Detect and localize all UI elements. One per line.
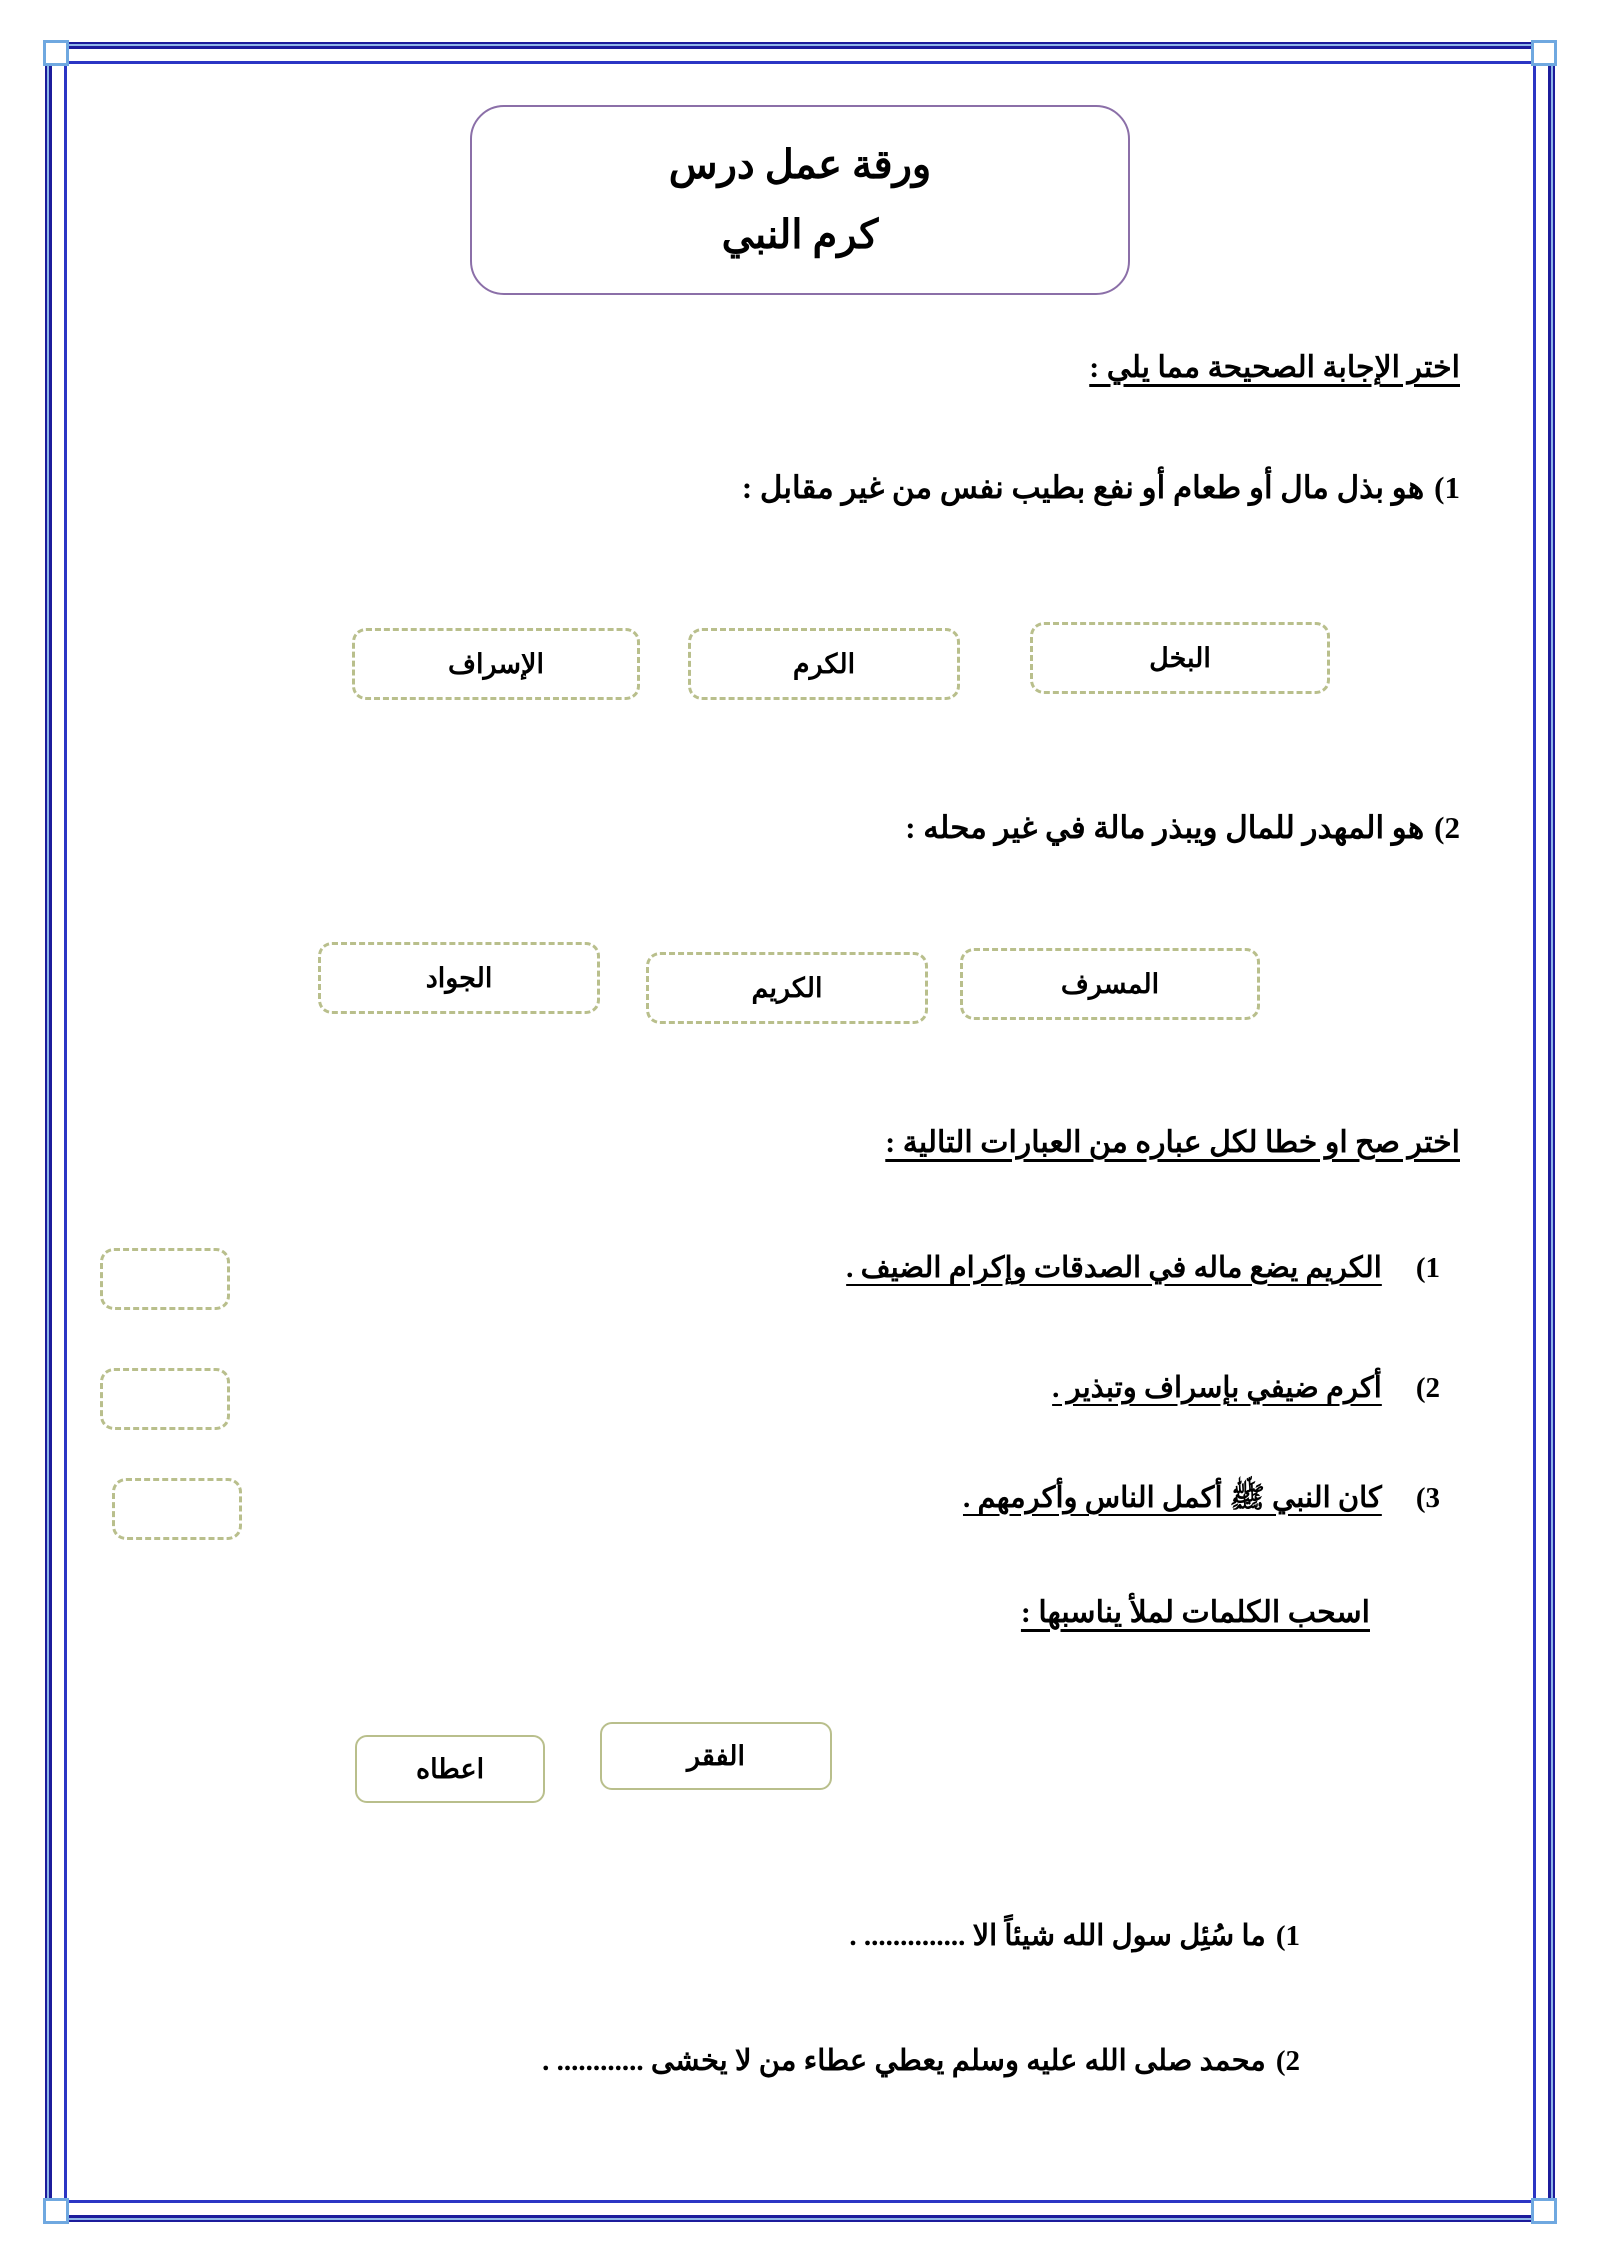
worksheet-title-card [470, 105, 1130, 295]
drag-section-heading: اسحب الكلمات لملأ يناسبها : [1020, 1596, 1370, 1629]
corner-accent-top-left [43, 40, 69, 66]
drag-sentence-1-number: 1) [1275, 1920, 1300, 1952]
drag-sentence-2-number: 2) [1275, 2045, 1300, 2077]
drag-sentence-1-text: ما سُئِل سول الله شيئاً الا .............. . [849, 1920, 1266, 1952]
mcq-q2-option-3-label: الجواد [425, 962, 493, 993]
truefalse-answer-slot-2[interactable] [100, 1368, 230, 1430]
corner-accent-top-right [1531, 40, 1557, 66]
truefalse-statement-3-number: 3) [1415, 1482, 1440, 1514]
corner-accent-bottom-left [43, 2198, 69, 2224]
truefalse-statement-1-number: 1) [1415, 1252, 1440, 1284]
mcq-question-1 [742, 470, 1460, 506]
mcq-question-2 [905, 810, 1460, 846]
mcq-q1-option-3-label: الإسراف [448, 648, 544, 679]
mcq-q2-option-3[interactable] [318, 942, 600, 1014]
drag-sentence-1 [849, 1918, 1300, 1953]
truefalse-statement-2-number: 2) [1415, 1372, 1440, 1404]
truefalse-statement-3 [963, 1480, 1440, 1522]
drag-sentence-2 [542, 2043, 1300, 2078]
mcq-question-2-number: 2) [1434, 810, 1460, 845]
drag-word-2-label: اعطاه [415, 1753, 485, 1784]
mcq-q2-option-2[interactable] [646, 952, 928, 1024]
mcq-q2-option-2-label: الكريم [751, 972, 823, 1003]
mcq-question-1-number: 1) [1434, 470, 1460, 505]
corner-accent-bottom-right [1531, 2198, 1557, 2224]
mcq-q1-option-1-label: البخل [1149, 642, 1211, 673]
worksheet-title-line-2: كرم النبي [721, 212, 879, 257]
mcq-section-heading: اختر الإجابة الصحيحة مما يلي : [1089, 351, 1460, 384]
drag-sentence-2-text: محمد صلى الله عليه وسلم يعطي عطاء من لا يخشى ............ . [542, 2045, 1266, 2077]
truefalse-statement-1-text: الكريم يضع ماله في الصدقات وإكرام الضيف . [846, 1252, 1382, 1284]
truefalse-section-heading: اختر صح او خطا لكل عباره من العبارات التالية : [885, 1126, 1460, 1159]
drag-word-1-label: الفقر [687, 1740, 745, 1771]
truefalse-answer-slot-1[interactable] [100, 1248, 230, 1310]
worksheet-title-line-1: ورقة عمل درس [668, 142, 932, 187]
mcq-q2-option-1[interactable] [960, 948, 1260, 1020]
drag-word-1[interactable] [600, 1722, 832, 1790]
mcq-q1-option-2[interactable] [688, 628, 960, 700]
mcq-q1-option-2-label: الكرم [792, 648, 856, 679]
truefalse-statement-2 [1052, 1370, 1440, 1405]
mcq-question-1-text: هو بذل مال أو طعام أو نفع بطيب نفس من غير مقابل : [741, 470, 1425, 505]
mcq-q1-option-1[interactable] [1030, 622, 1330, 694]
mcq-question-2-text: هو المهدر للمال ويبذر مالة في غير محله : [905, 810, 1425, 845]
truefalse-statement-2-text: أكرم ضيفي بإسراف وتبذير . [1052, 1372, 1382, 1404]
drag-word-2[interactable] [355, 1735, 545, 1803]
truefalse-statement-1 [846, 1250, 1440, 1285]
mcq-q1-option-3[interactable] [352, 628, 640, 700]
truefalse-answer-slot-3[interactable] [112, 1478, 242, 1540]
mcq-q2-option-1-label: المسرف [1060, 968, 1160, 999]
truefalse-statement-3-text: كان النبي ﷺ أكمل الناس وأكرمهم . [962, 1482, 1382, 1514]
